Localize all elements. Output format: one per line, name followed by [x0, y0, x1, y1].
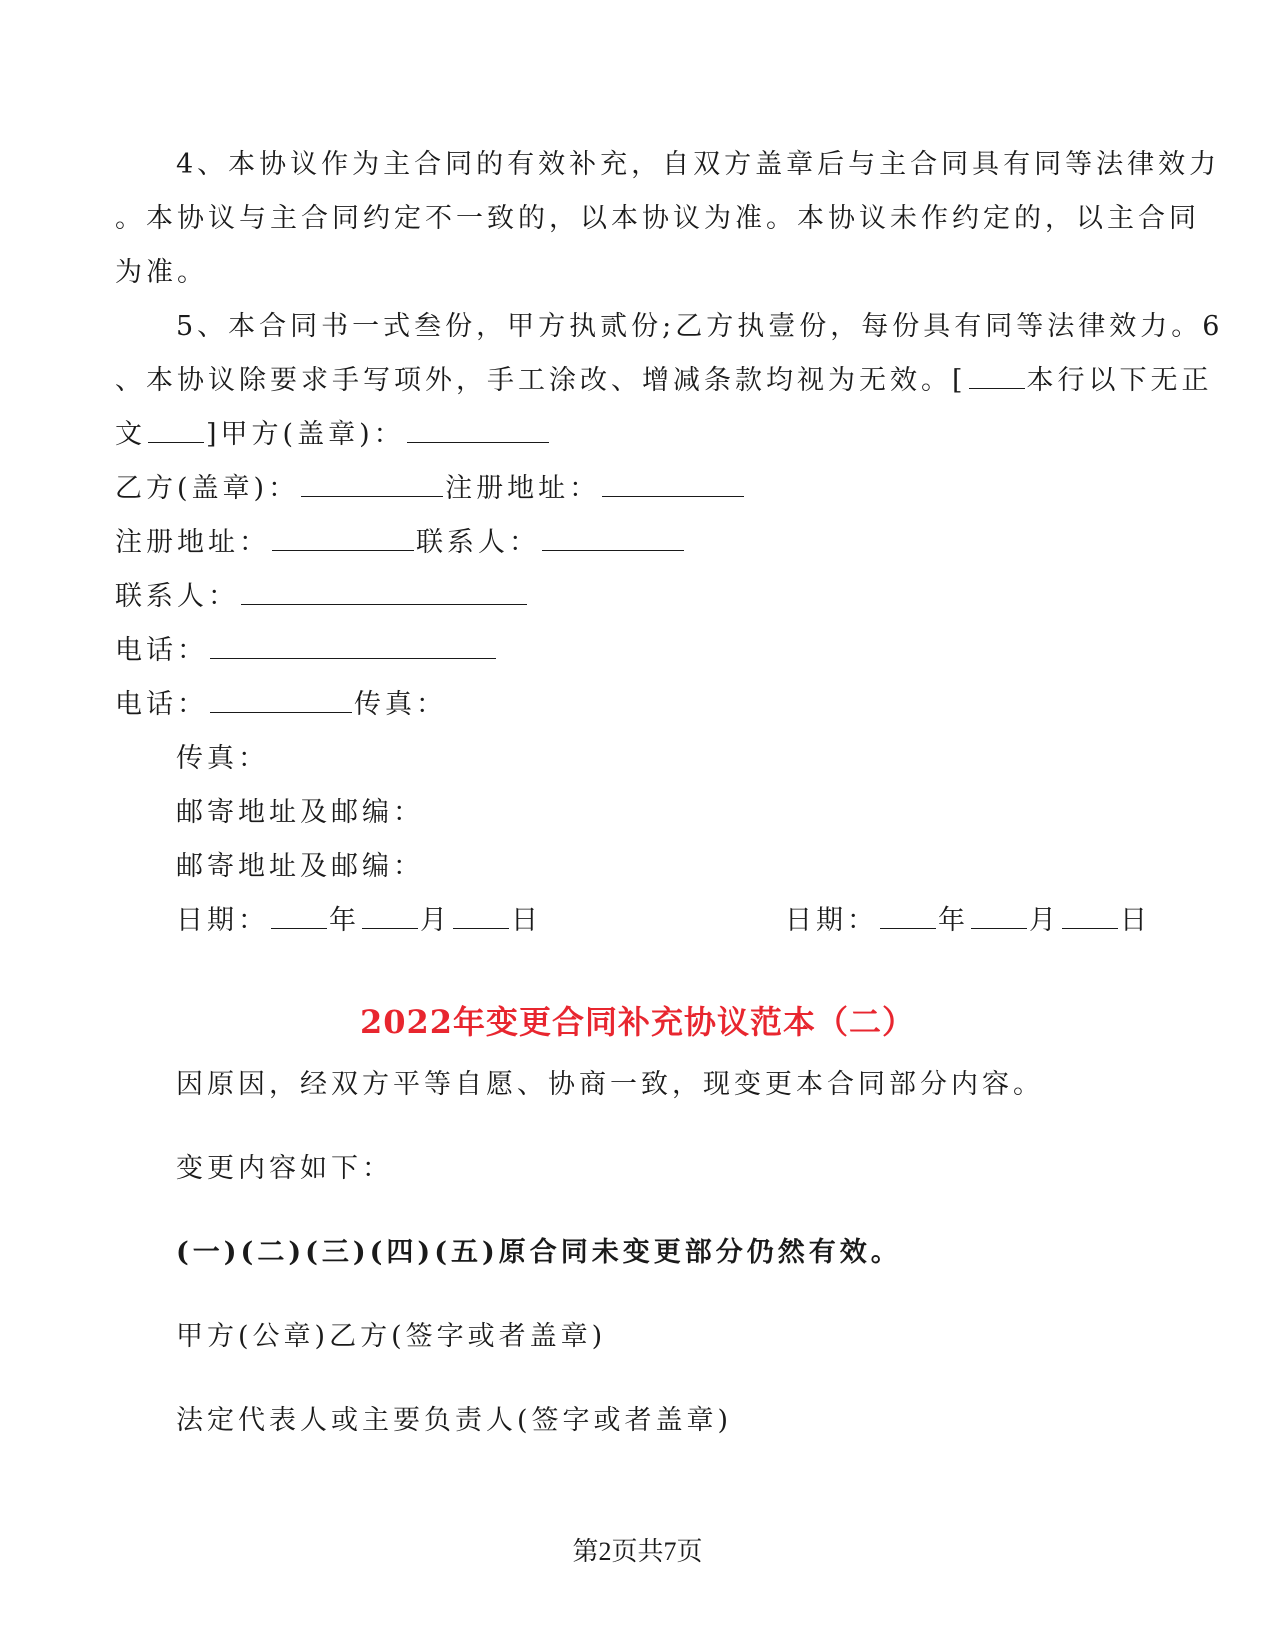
contact-row: 联系人： [115, 580, 529, 614]
paragraph-reason: 因原因，经双方平等自愿、协商一致，现变更本合同部分内容。 [176, 1069, 1044, 1100]
paragraph-signatures: 甲方(公章)乙方(签字或者盖章) [176, 1321, 607, 1352]
date-row-left: 日期： 年 月 日 [176, 905, 542, 936]
date-row-right: 日期： 年 月 日 [785, 905, 1151, 936]
clause-4-line-3: 为准。 [115, 257, 208, 288]
clause-6-line: 、本协议除要求手写项外，手工涂改、增减条款均视为无效。[ 本行以下无正 [115, 365, 1213, 396]
year-blank[interactable] [271, 906, 327, 929]
party-a-seal-blank[interactable] [407, 420, 549, 443]
day-blank[interactable] [453, 906, 509, 929]
paragraph-legal-rep: 法定代表人或主要负责人(签字或者盖章) [176, 1405, 733, 1436]
clause-5-line-1: 5、本合同书一式叁份，甲方执贰份;乙方执壹份，每份具有同等法律效力。6 [176, 311, 1224, 342]
page-number: 第2页共7页 [572, 1537, 703, 1566]
reg-address-a-blank[interactable] [602, 474, 744, 497]
mail-address-row-1: 邮寄地址及邮编： [176, 797, 424, 828]
contact-a-blank[interactable] [542, 528, 684, 551]
phone-b-blank[interactable] [210, 690, 352, 713]
mail-address-row-2: 邮寄地址及邮编： [176, 851, 424, 882]
paragraph-changes-heading: 变更内容如下： [176, 1153, 393, 1184]
blank-line [148, 420, 204, 443]
clause-4-line-2: 。本协议与主合同约定不一致的，以本协议为准。本协议未作约定的，以主合同 [115, 203, 1200, 234]
party-b-seal-blank[interactable] [301, 474, 443, 497]
phone-row-2: 电话： 传真： [115, 689, 447, 720]
day-blank[interactable] [1062, 906, 1118, 929]
phone-a-blank[interactable] [210, 636, 496, 659]
party-b-seal-row: 乙方(盖章)： 注册地址： [115, 472, 746, 506]
year-blank[interactable] [880, 906, 936, 929]
reg-address-b-blank[interactable] [272, 528, 414, 551]
reg-address-row: 注册地址： 联系人： [115, 526, 686, 560]
phone-row-1: 电话： [115, 634, 498, 668]
clause-4-line-1: 4、本协议作为主合同的有效补充，自双方盖章后与主合同具有同等法律效力 [176, 149, 1221, 180]
month-blank[interactable] [362, 906, 418, 929]
paragraph-change-items: (一)(二)(三)(四)(五)原合同未变更部分仍然有效。 [176, 1237, 902, 1268]
fax-row: 传真： [176, 743, 269, 774]
blank-line [969, 366, 1025, 389]
contact-b-blank[interactable] [241, 582, 527, 605]
clause-6-line-end: 文 ]甲方(盖章)： [115, 418, 551, 452]
section-title: 2022年变更合同补充协议范本（二） [359, 1003, 916, 1041]
month-blank[interactable] [971, 906, 1027, 929]
